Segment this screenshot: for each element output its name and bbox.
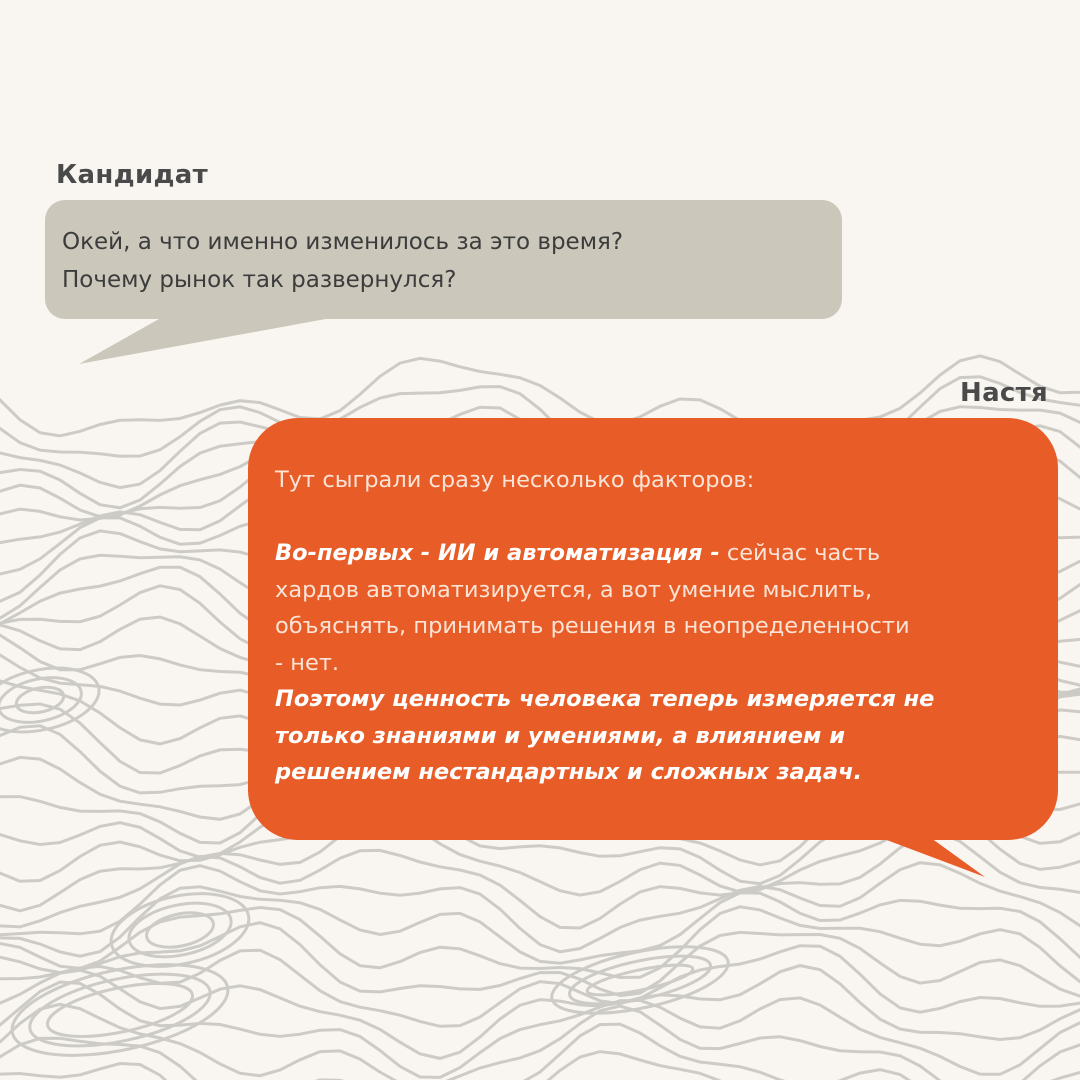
first-factor-heading: Во-первых - ИИ и автоматизация -	[275, 540, 720, 566]
candidate-message-bubble	[45, 200, 842, 319]
first-factor-text: сейчас часть	[719, 540, 881, 566]
candidate-message-line: Почему рынок так развернулся?	[62, 267, 457, 293]
candidate-message-line: Окей, а что именно изменилось за это время?	[62, 229, 624, 255]
nastya-conclusion-line: решением нестандартных и сложных задач.	[275, 759, 863, 785]
nastya-name: Настя	[960, 378, 1048, 408]
wave-loop	[143, 907, 216, 952]
candidate-name: Кандидат	[56, 160, 208, 190]
nastya-intro-line: Тут сыграли сразу несколько факторов:	[275, 467, 755, 493]
nastya-first-factor-line	[275, 535, 1022, 572]
nastya-conclusion-line: Поэтому ценность человека теперь измеряется не	[275, 686, 935, 712]
nastya-message-line: хардов автоматизируется, а вот умение мыслить,	[275, 576, 873, 603]
nastya-conclusion-line: только знаниями и умениями, а влиянием и	[275, 722, 846, 749]
nastya-message-line: - нет.	[275, 649, 340, 676]
wave-line	[0, 1004, 1080, 1080]
nastya-message-line: объяснять, принимать решения в неопределенности	[275, 613, 910, 639]
nastya-message-bubble	[248, 418, 1058, 840]
wave-loop	[566, 946, 715, 1013]
